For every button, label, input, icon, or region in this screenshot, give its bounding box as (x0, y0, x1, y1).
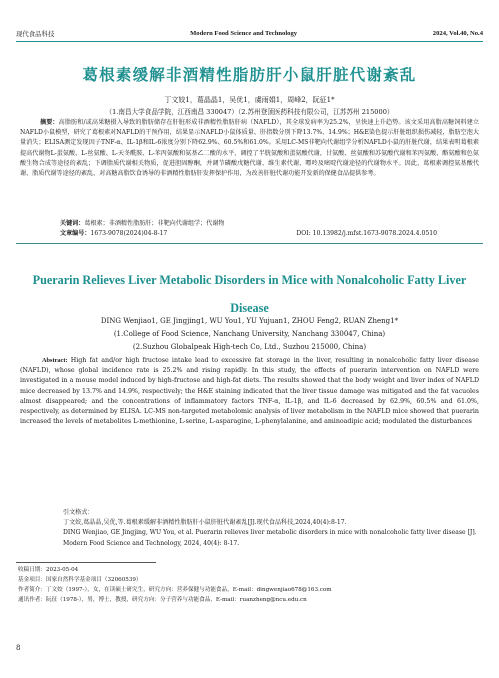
header-rule (16, 41, 483, 42)
footnote-received: 收稿日期：2023-05-04 (18, 567, 79, 573)
cn-keywords-text: 葛根素；非酒精性脂肪肝；非靶向代谢组学；代谢物 (84, 220, 225, 227)
en-abstract-text: High fat and/or high fructose intake lead to excessive fat storage in the liver, resulting in nonalcoholic fatty liver disease (NAFLD), whose global incidence rate is 25.2% and rising rapidly. In this study, the effects of puerarin intervention on NAFLD were investigated in a mouse model induced by high-fructose and high-fat diets. The results showed that the body weight and liver index of NAFLD mice decreased by 13.7% and 14.9%, respectively; the H&E staining indicated that the liver tissue damage was mitigated and the fat vacuoles almost disappeared; and the concentrations of inflammatory factors TNF-α, IL-1β, and IL-6 decreased by 62.9%, 60.5% and 61.0%, respectively, as determined by ELISA. LC-MS non-targeted metabolomic analysis of liver metabolism in the NAFLD mice showed that puerarin increased the levels of metabolites L-methionine, L-serine, L-asparagine, L-phenylalanine, and aminoadipic acid; modulated the disturbances (20, 357, 479, 426)
cn-affiliation: （1.南昌大学食品学院，江西南昌 330047）（2.苏州登顶医药科技有限公司，江苏苏州 215000） (105, 108, 394, 116)
en-title: Puerarin Relieves Liver Metabolic Disorders in Mice with Nonalcoholic Fatty Liver Disease (32, 273, 467, 315)
cn-abstract-text: 高脂肪和/或高果糖摄入导致的脂肪储存在肝脏形成非酒精性脂肪肝病（NAFLD），其全球发病率为25.2%，呈快速上升趋势。该文采用高脂高糖饲料建立NAFLD小鼠模型，研究了葛根素对NAFLD的干预作用，结果显示NAFLD小鼠体质量、肝指数分别下降13.7%、14.9%；H&E染色提示肝脏组织损伤减轻，脂肪空泡大量消失；ELISA测定发现因子TNF-α、IL-1β和IL-6浓度分别下降62.9%、60.5%和61.0%。采用LC-MS非靶向代谢组学分析NAFLD小鼠的肝脏代谢，结果表明葛根素提高代谢物L-蛋氨酸、L-丝氨酸、L-天冬酰胺、L-苯丙氨酸和氨基乙二酸的水平，调控了半胱氨酸和蛋氨酸代谢，甘氨酸、丝氨酸和苏氨酸代谢和苯丙氨酸、酪氨酸和色氨酸生物合成等途径的紊乱；下调脂质代谢相关物质，促进胆固醇酮，并调节磷酸戊糖代谢、维生素代谢，嘌呤及嘧啶代谢途径的代谢物水平。因此，葛根素调控氨基酸代谢，脂质代谢等途径的紊乱，对高糖高脂饮食诱导的非酒精性脂肪肝发挥保护作用，为改善肝脏代谢功能开发新的保健食品提供参考。 (20, 119, 479, 178)
volume-issue: 2024, Vol.40, No.4 (432, 29, 483, 37)
en-authors: DING Wenjiao1, GE Jingjing1, WU You1, YU Yujuan1, ZHOU Feng2, RUAN Zheng1* (100, 317, 399, 325)
citation-format (20, 508, 479, 549)
doi-value: 10.13982/j.mfst.1673-9078.2024.4.0510 (312, 230, 437, 237)
footnote-rule (16, 562, 156, 563)
cn-keywords (20, 219, 479, 229)
page-number: 8 (16, 644, 21, 652)
footnote-corresponding: 通讯作者：阮征（1978-），男，博士，教授，研究方向：分子营养与功能食品，E-mail：ruanzheng@ncu.edu.cn (18, 597, 307, 603)
article-number-value: 1673-9078(2024)04-8-17 (90, 230, 168, 237)
cn-abstract-label: 摘要： (40, 119, 59, 126)
article-number (60, 229, 167, 239)
citation-cn: 丁文姣,葛晶晶,吴优,等.葛根素缓解非酒精性脂肪肝小鼠肝脏代谢紊乱[J].现代食品科技,2024,40(4):8-17. (63, 519, 347, 527)
running-header (16, 26, 483, 40)
cn-keywords-label: 关键词： (60, 220, 85, 227)
doi (296, 229, 437, 239)
doi-label: DOI: (296, 230, 311, 237)
footnote-author: 作者简介：丁文姣（1997-），女，在读硕士研究生，研究方向：营养保健与功能食品，E-mail：dingwenjiao678@163.com (18, 587, 332, 593)
article-number-label: 文章编号： (60, 230, 91, 237)
cn-abstract (20, 118, 479, 179)
citation-label: 引文格式： (63, 509, 94, 516)
article-id-line (20, 229, 479, 239)
en-abstract-label: Abstract: (42, 357, 68, 364)
section-divider (16, 243, 483, 244)
journal-name-cn: 现代食品科技 (16, 29, 55, 38)
en-affiliation-1: (1.College of Food Science, Nanchang University, Nanchang 330047, China) (113, 330, 386, 338)
cn-authors: 丁文姣1，葛晶晶1，吴优1，虞雨娟1，周峰2，阮征1* (164, 96, 335, 104)
en-affiliation-2: (2.Suzhou Globalpeak High-tech Co, Ltd., Suzhou 215000, China) (132, 343, 367, 351)
citation-en: DING Wenjiao, GE Jingjing, WU You, et al. Puerarin relieves liver metabolic disorders in mice with nonalcoholic fatty liver disease [J]. Modern Food Science and Technology, 2024, 40(4): 8-17. (63, 529, 477, 547)
cn-title: 葛根素缓解非酒精性脂肪肝小鼠肝脏代谢紊乱 (82, 66, 417, 84)
en-abstract (20, 356, 479, 427)
journal-name-en: Modern Food Science and Technology (190, 29, 298, 37)
footnote-funding: 基金项目：国家自然科学基金项目（32060539） (18, 577, 142, 583)
footnotes (18, 565, 479, 605)
